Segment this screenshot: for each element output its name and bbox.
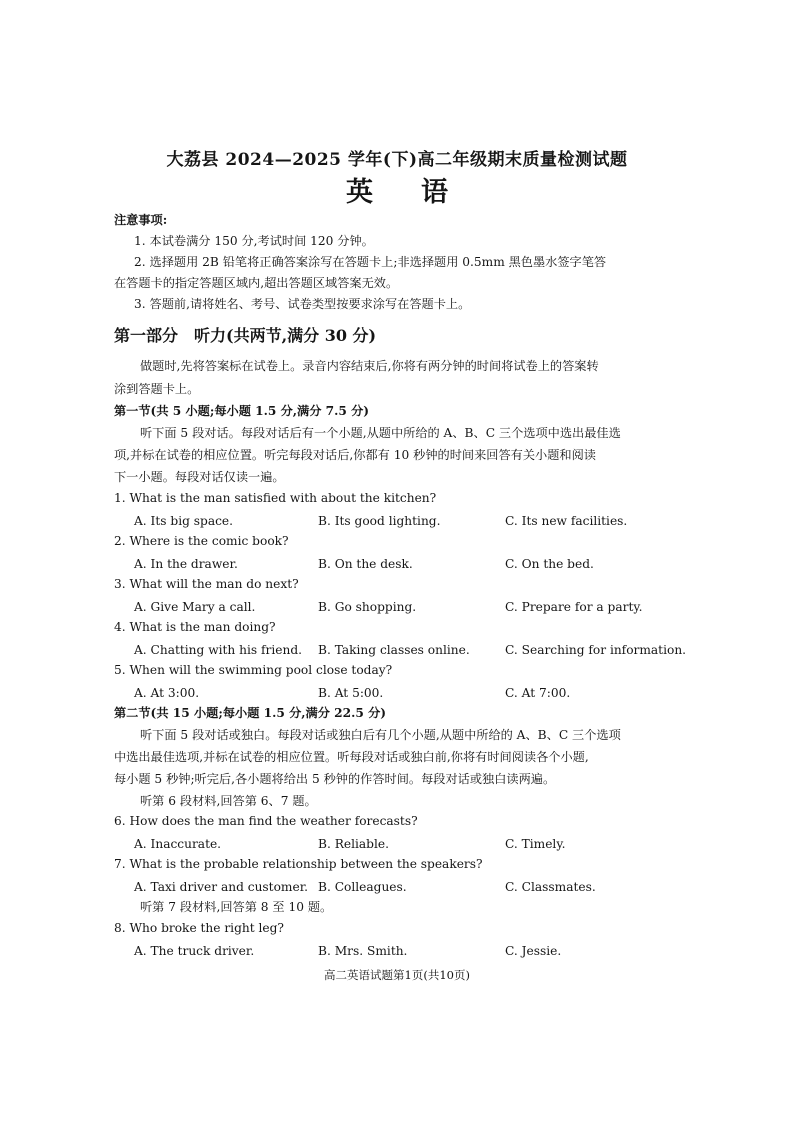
option-a: A. Inaccurate. [134, 837, 222, 851]
option-a: A. Give Mary a call. [134, 600, 256, 614]
question-text: 5. When will the swimming pool close today? [114, 663, 393, 677]
question-text: 4. What is the man doing? [114, 620, 276, 634]
option-b: B. At 5:00. [318, 686, 384, 700]
section2-instructions: 中选出最佳选项,并标在试卷的相应位置。听每段对话或独白前,你将有时间阅读各个小题, [114, 750, 589, 764]
option-a: A. Chatting with his friend. [134, 643, 303, 657]
option-a: A. In the drawer. [134, 557, 238, 571]
section2-instructions: 每小题 5 秒钟;听完后,各小题将给出 5 秒钟的作答时间。每段对话或独白读两遍。 [114, 772, 556, 786]
part1-intro: 做题时,先将答案标在试卷上。录音内容结束后,你将有两分钟的时间将试卷上的答案转 [140, 359, 599, 373]
option-c: C. Searching for information. [505, 643, 687, 657]
note-item: 在答题卡的指定答题区域内,超出答题区域答案无效。 [114, 276, 399, 290]
page-footer: 高二英语试题第1页(共10页) [324, 968, 470, 982]
part1-heading: 第一部分 听力(共两节,满分 30 分) [114, 326, 377, 345]
option-c: C. On the bed. [505, 557, 594, 571]
note-item: 1. 本试卷满分 150 分,考试时间 120 分钟。 [134, 234, 374, 248]
option-b: B. Reliable. [318, 837, 389, 851]
question-text: 2. Where is the comic book? [114, 534, 289, 548]
option-b: B. Colleagues. [318, 880, 407, 894]
note-item: 3. 答题前,请将姓名、考号、试卷类型按要求涂写在答题卡上。 [134, 297, 471, 311]
option-a: A. The truck driver. [134, 944, 255, 958]
question-text: 6. How does the man find the weather forecasts? [114, 814, 418, 828]
option-b: B. Its good lighting. [318, 514, 441, 528]
section2-instructions: 听下面 5 段对话或独白。每段对话或独白后有几个小题,从题中所给的 A、B、C 三个选项 [140, 728, 621, 742]
option-b: B. Taking classes online. [318, 643, 470, 657]
section1-heading: 第一节(共 5 小题;每小题 1.5 分,满分 7.5 分) [114, 404, 370, 418]
part1-intro: 涂到答题卡上。 [114, 382, 200, 396]
question-text: 7. What is the probable relationship between the speakers? [114, 857, 483, 871]
subject-title: 英语 [346, 177, 496, 208]
option-c: C. Prepare for a party. [505, 600, 643, 614]
option-b: B. Go shopping. [318, 600, 417, 614]
section2-heading: 第二节(共 15 小题;每小题 1.5 分,满分 22.5 分) [114, 706, 387, 720]
question-text: 1. What is the man satisfied with about the kitchen? [114, 491, 437, 505]
exam-title: 大荔县 2024—2025 学年(下)高二年级期末质量检测试题 [166, 150, 628, 170]
option-b: B. Mrs. Smith. [318, 944, 408, 958]
option-a: A. Taxi driver and customer. [134, 880, 309, 894]
question-text: 8. Who broke the right leg? [114, 921, 284, 935]
question-text: 3. What will the man do next? [114, 577, 299, 591]
material-note: 听第 7 段材料,回答第 8 至 10 题。 [140, 900, 333, 914]
option-c: C. Its new facilities. [505, 514, 628, 528]
section1-instructions: 听下面 5 段对话。每段对话后有一个小题,从题中所给的 A、B、C 三个选项中选出最佳选 [140, 426, 621, 440]
section1-instructions: 项,并标在试卷的相应位置。听完每段对话后,你都有 10 秒钟的时间来回答有关小题和阅读 [114, 448, 596, 462]
option-c: C. At 7:00. [505, 686, 571, 700]
option-a: A. Its big space. [134, 514, 233, 528]
notes-heading: 注意事项: [114, 213, 168, 227]
option-a: A. At 3:00. [134, 686, 200, 700]
note-item: 2. 选择题用 2B 铅笔将正确答案涂写在答题卡上;非选择题用 0.5mm 黑色墨水签字笔答 [134, 255, 607, 269]
option-c: C. Timely. [505, 837, 566, 851]
material-note: 听第 6 段材料,回答第 6、7 题。 [140, 794, 317, 808]
option-b: B. On the desk. [318, 557, 413, 571]
option-c: C. Jessie. [505, 944, 562, 958]
section1-instructions: 下一小题。每段对话仅读一遍。 [114, 470, 285, 484]
option-c: C. Classmates. [505, 880, 596, 894]
